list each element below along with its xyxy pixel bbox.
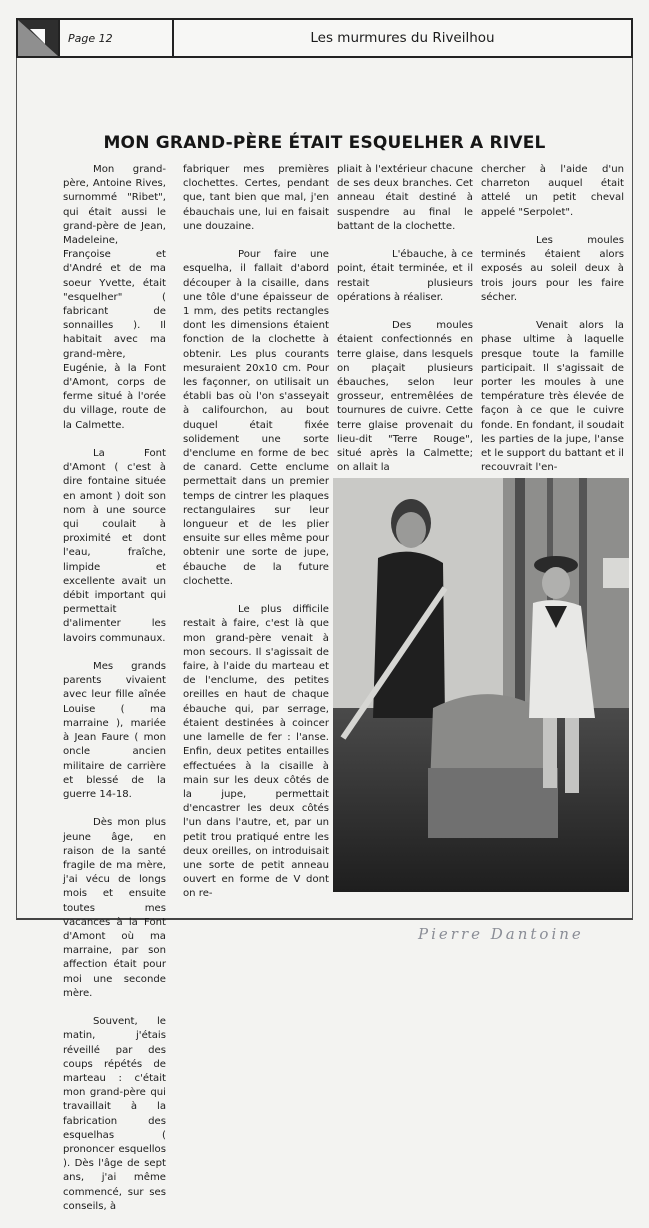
paragraph: Mes grands parents vivaient avec leur fille aînée Louise ( ma marraine ), mariée à Jean Faure ( mon oncle ancien militaire de carrière et blessé de la guerre 14-18. bbox=[63, 661, 166, 800]
newsletter-logo-icon bbox=[18, 20, 60, 56]
paragraph: chercher à l'aide d'un charreton auquel était attelé un petit cheval appelé "Serpolet". bbox=[481, 164, 624, 218]
paragraph: Le plus difficile restait à faire, c'est là que mon grand-père venait à mon secours. Il s'agissait de faire, à l'aide du marteau et de l'enclume, des petites oreilles en haut de chaque ébauche qui, par serrage, étaient destinées à coincer une lamelle de fer : l'anse. Enfin, deux petites entailles effectuées à la cisaille à main sur les deux côtés de la jupe, permettait d'encastrer les deux côtés l'un dans l'autre, et, par un petit trou pratiqué entre les deux oreilles, on introduisait une sorte de petit anneau ouvert en forme de V dont on re- bbox=[183, 604, 329, 900]
historical-photo bbox=[333, 478, 629, 892]
page-header bbox=[16, 18, 633, 58]
photo-image-icon bbox=[333, 478, 629, 892]
paragraph: pliait à l'extérieur chacune de ses deux branches. Cet anneau était destiné à suspendre au final le battant de la clochette. bbox=[337, 164, 473, 232]
paragraph: fabriquer mes premières clochettes. Certes, pendant que, tant bien que mal, j'en ébauchais une, lui en faisait une douzaine. bbox=[183, 164, 329, 232]
article-column-3 bbox=[337, 163, 473, 490]
paragraph: Venait alors la phase ultime à laquelle presque toute la famille participait. Il s'agissait de porter les moules à une température très élevée de façon à ce que le cuivre fonde. En fondant, il soudait les parties de la jupe, l'anse et le support du battant et il recouvrait l'en- bbox=[481, 320, 624, 474]
paragraph: Dès mon plus jeune âge, en raison de la santé fragile de ma mère, j'ai vécu de longs mois et ensuite toutes mes vacances à la Font d'Amont où ma marraine, par son affection était pour moi une seconde mère. bbox=[63, 817, 166, 999]
handwritten-signature: Pierre Dantoine bbox=[418, 925, 584, 943]
article-column-1 bbox=[63, 163, 166, 1228]
publication-title: Les murmures du Riveilhou bbox=[310, 30, 495, 46]
page-number: Page 12 bbox=[60, 20, 174, 56]
paragraph: Mon grand-père, Antoine Rives, surnommé "Ribet", qui était aussi le grand-père de Jean, Madeleine, Françoise et d'André et de ma soeur Yvette, était "esquelher" ( fabricant de sonnailles ). Il habitait avec ma grand-mère, Eugénie, à la Font d'Amont, corps de ferme situé à l'orée du village, route de la Calmette. bbox=[63, 164, 166, 431]
paragraph: L'ébauche, à ce point, était terminée, et il restait plusieurs opérations à réaliser. bbox=[337, 249, 473, 303]
paragraph: La Font d'Amont ( c'est à dire fontaine située en amont ) doit son nom à une source qui coulait à proximité et dont l'eau, fraîche, limpide et excellente avait un débit important qui permettait d'alimenter les lavoirs communaux. bbox=[63, 448, 166, 644]
article-title: MON GRAND-PÈRE ÉTAIT ESQUELHER A RIVEL bbox=[103, 133, 546, 153]
paragraph: Souvent, le matin, j'étais réveillé par des coups répétés de marteau : c'était mon grand-père qui travaillait à la fabrication des esquelhas ( prononcer esquellos ). Dès l'âge de sept ans, j'ai même commencé, sur ses conseils, à bbox=[63, 1016, 166, 1212]
paragraph: Pour faire une esquelha, il fallait d'abord découper à la cisaille, dans une tôle d'une épaisseur de 1 mm, des petits rectangles dont les dimensions étaient fonction de la clochette à obtenir. Les plus courants mesuraient 20x10 cm. Pour les façonner, on utilisait un établi bas où l'on s'asseyait à califourchon, au bout duquel était fixée solidement une sorte d'enclume en forme de bec de canard. Cette enclume permettait dans un premier temps de cintrer les plaques rectangulaires sur leur longueur et de les plier ensuite sur elles même pour obtenir une sorte de jupe, ébauche de la future clochette. bbox=[183, 249, 329, 587]
paragraph: Des moules étaient confectionnés en terre glaise, dans lesquels on plaçait plusieurs ébauches, selon leur grosseur, entremêlées de tournures de cuivre. Cette terre glaise provenait du lieu-dit "Terre Rouge", situé après la Calmette; on allait la bbox=[337, 320, 473, 474]
article-column-4 bbox=[481, 163, 624, 490]
article-column-2 bbox=[183, 163, 329, 916]
paragraph: Les moules terminés étaient alors exposés au soleil deux à trois jours pour les faire sécher. bbox=[481, 235, 624, 303]
